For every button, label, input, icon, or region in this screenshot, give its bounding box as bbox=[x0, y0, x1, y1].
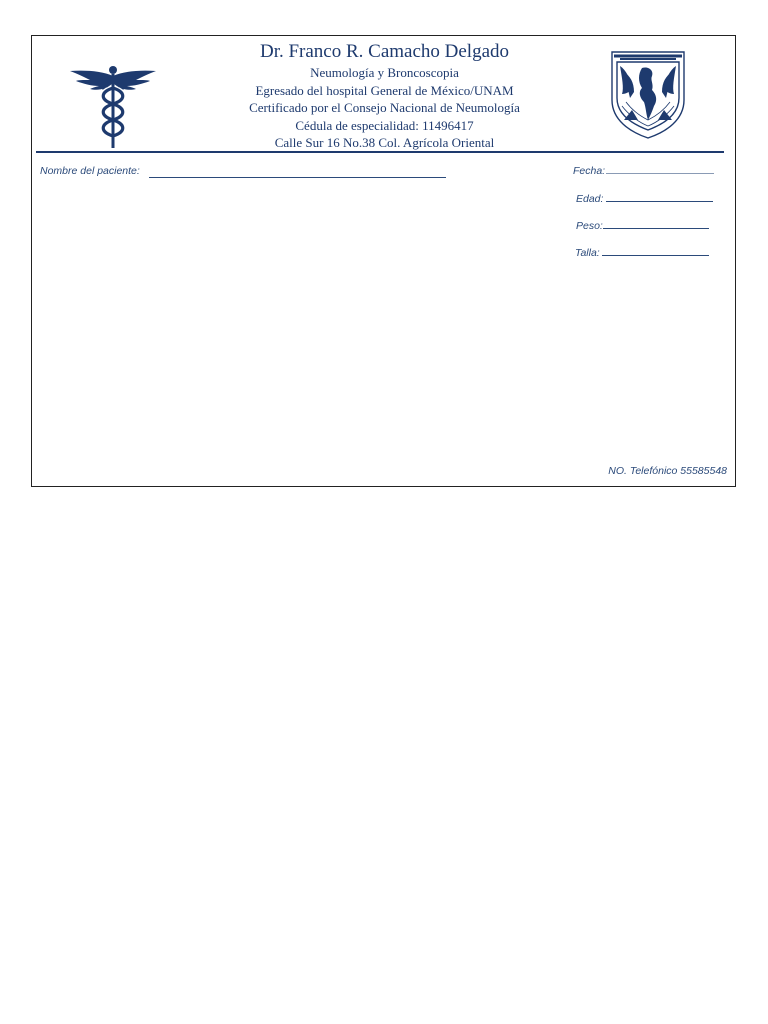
height-line[interactable] bbox=[602, 255, 709, 256]
weight-line[interactable] bbox=[603, 228, 709, 229]
weight-label: Peso: bbox=[576, 220, 603, 232]
license-number: Cédula de especialidad: 11496417 bbox=[295, 117, 474, 133]
caduceus-icon bbox=[68, 62, 158, 152]
age-line[interactable] bbox=[606, 201, 713, 202]
specialty: Neumología y Broncoscopia bbox=[310, 65, 459, 80]
address: Calle Sur 16 No.38 Col. Agrícola Oriental bbox=[274, 135, 495, 150]
certification: Certificado por el Consejo Nacional de Neumología bbox=[249, 100, 520, 115]
unam-crest-icon bbox=[608, 48, 688, 140]
doctor-name: Dr. Franco R. Camacho Delgado bbox=[259, 41, 510, 62]
prescription-body[interactable] bbox=[40, 266, 560, 456]
doctor-header bbox=[212, 40, 557, 152]
education: Egresado del hospital General de México/UNAM bbox=[255, 82, 514, 98]
age-label: Edad: bbox=[576, 193, 604, 205]
header-divider bbox=[36, 151, 724, 153]
date-line[interactable] bbox=[606, 173, 714, 174]
phone-number: NO. Telefónico 55585548 bbox=[608, 465, 727, 477]
date-label: Fecha: bbox=[573, 165, 606, 177]
height-label: Talla: bbox=[575, 247, 600, 259]
patient-name-line[interactable] bbox=[149, 177, 446, 178]
prescription-card bbox=[31, 35, 736, 487]
patient-name-label: Nombre del paciente: bbox=[40, 165, 140, 177]
